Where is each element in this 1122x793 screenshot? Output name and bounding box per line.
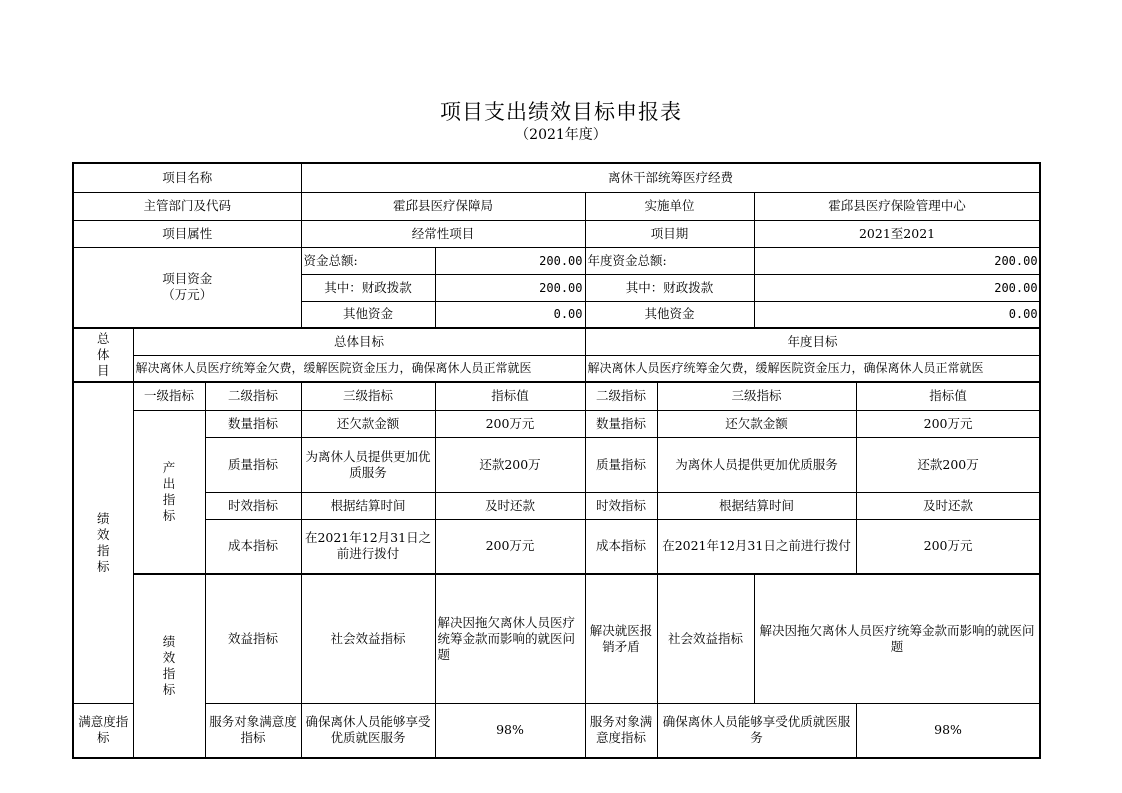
funds-label-line1: 项目资金 xyxy=(162,271,213,287)
table-row xyxy=(73,492,1040,519)
cell-l3-annual: 为离休人员提供更加优质服务 xyxy=(657,437,856,492)
other-funds-value: 0.00 xyxy=(435,301,585,328)
cell-value-annual: 还款200万 xyxy=(856,437,1040,492)
header-level3: 三级指标 xyxy=(301,382,435,410)
total-funds-label: 资金总额: xyxy=(301,247,435,274)
cell-value: 200万元 xyxy=(435,519,585,574)
cell-value: 200万元 xyxy=(435,410,585,437)
impl-unit-value: 霍邱县医疗保险管理中心 xyxy=(754,192,1040,220)
cell-l2-annual: 数量指标 xyxy=(585,410,657,437)
output-indicator-label: 产 出 指 标 xyxy=(133,410,205,574)
attr-value: 经常性项目 xyxy=(301,220,585,247)
satisfaction-value-annual: 98% xyxy=(856,704,1040,758)
total-funds-value: 200.00 xyxy=(435,247,585,274)
performance-target-table xyxy=(72,162,1041,759)
indicator-side-label-b: 绩 效 指 标 xyxy=(133,574,205,758)
dept-label: 主管部门及代码 xyxy=(73,192,301,220)
cell-l3: 为离休人员提供更加优质服务 xyxy=(301,437,435,492)
impl-unit-label: 实施单位 xyxy=(585,192,754,220)
row-project-name xyxy=(73,163,1040,192)
header-level2: 二级指标 xyxy=(205,382,301,410)
header-value-annual: 指标值 xyxy=(856,382,1040,410)
row-attribute xyxy=(73,220,1040,247)
annual-goal-text: 解决离休人员医疗统筹金欠费，缓解医院资金压力，确保离休人员正常就医 xyxy=(585,355,1040,382)
cell-l2: 质量指标 xyxy=(205,437,301,492)
benefit-l2: 社会效益指标 xyxy=(301,574,435,704)
cell-l3-annual: 根据结算时间 xyxy=(657,492,856,519)
fiscal-label: 其中：财政拨款 xyxy=(301,274,435,301)
satisfaction-l1: 满意度指标 xyxy=(73,704,133,758)
cell-value: 还款200万 xyxy=(435,437,585,492)
table-row xyxy=(73,704,1040,758)
annual-total-value: 200.00 xyxy=(754,247,1040,274)
satisfaction-value: 98% xyxy=(435,704,585,758)
cell-l2: 数量指标 xyxy=(205,410,301,437)
satisfaction-l3: 确保离休人员能够享受优质就医服务 xyxy=(301,704,435,758)
table-row xyxy=(73,437,1040,492)
cell-l3: 还欠款金额 xyxy=(301,410,435,437)
satisfaction-l2-annual: 服务对象满意度指标 xyxy=(585,704,657,758)
attr-label: 项目属性 xyxy=(73,220,301,247)
benefit-l1: 效益指标 xyxy=(205,574,301,704)
header-value: 指标值 xyxy=(435,382,585,410)
satisfaction-l2: 服务对象满意度指标 xyxy=(205,704,301,758)
cell-l2: 成本指标 xyxy=(205,519,301,574)
row-department xyxy=(73,192,1040,220)
cell-l3-annual: 还欠款金额 xyxy=(657,410,856,437)
row-funds-total xyxy=(73,247,1040,274)
dept-value: 霍邱县医疗保障局 xyxy=(301,192,585,220)
table-row xyxy=(73,519,1040,574)
period-label: 项目期 xyxy=(585,220,754,247)
header-level3-annual: 三级指标 xyxy=(657,382,856,410)
header-level1: 一级指标 xyxy=(133,382,205,410)
overall-goal-header: 总体目标 xyxy=(133,328,585,355)
row-goals-header xyxy=(73,328,1040,355)
other-funds-label: 其他资金 xyxy=(301,301,435,328)
annual-fiscal-label: 其中：财政拨款 xyxy=(585,274,754,301)
benefit-l2-annual: 社会效益指标 xyxy=(657,574,754,704)
annual-total-label: 年度资金总额: xyxy=(585,247,754,274)
row-goals-text xyxy=(73,355,1040,382)
cell-value-annual: 200万元 xyxy=(856,410,1040,437)
funds-label-line2: （万元） xyxy=(162,287,213,303)
cell-l3: 在2021年12月31日之前进行拨付 xyxy=(301,519,435,574)
cell-value: 及时还款 xyxy=(435,492,585,519)
cell-l3-annual: 在2021年12月31日之前进行拨付 xyxy=(657,519,856,574)
cell-l3: 根据结算时间 xyxy=(301,492,435,519)
annual-fiscal-value: 200.00 xyxy=(754,274,1040,301)
project-name-label: 项目名称 xyxy=(73,163,301,192)
annual-other-value: 0.00 xyxy=(754,301,1040,328)
cell-l2-annual: 时效指标 xyxy=(585,492,657,519)
page-subtitle-year: （2021年度） xyxy=(515,127,607,143)
project-name-value: 离休干部统筹医疗经费 xyxy=(301,163,1040,192)
funds-label xyxy=(73,247,301,328)
annual-other-label: 其他资金 xyxy=(585,301,754,328)
cell-l2: 时效指标 xyxy=(205,492,301,519)
goals-side-label: 总 体 目 xyxy=(73,328,133,382)
benefit-l3: 解决因拖欠离休人员医疗统筹金款而影响的就医问题 xyxy=(435,574,585,704)
row-indicator-header xyxy=(73,382,1040,410)
period-value: 2021至2021 xyxy=(754,220,1040,247)
page-title: 项目支出绩效目标申报表 xyxy=(440,100,682,124)
table-row xyxy=(73,410,1040,437)
benefit-l3-annual: 解决因拖欠离休人员医疗统筹金款而影响的就医问题 xyxy=(754,574,1040,704)
cell-l2-annual: 成本指标 xyxy=(585,519,657,574)
cell-l2-annual: 质量指标 xyxy=(585,437,657,492)
fiscal-value: 200.00 xyxy=(435,274,585,301)
cell-value-annual: 及时还款 xyxy=(856,492,1040,519)
satisfaction-l3-annual: 确保离休人员能够享受优质就医服务 xyxy=(657,704,856,758)
cell-value-annual: 200万元 xyxy=(856,519,1040,574)
table-row xyxy=(73,574,1040,704)
benefit-value: 解决就医报销矛盾 xyxy=(585,574,657,704)
header-level2-annual: 二级指标 xyxy=(585,382,657,410)
annual-goal-header: 年度目标 xyxy=(585,328,1040,355)
overall-goal-text: 解决离休人员医疗统筹金欠费，缓解医院资金压力，确保离休人员正常就医 xyxy=(133,355,585,382)
indicator-side-label: 绩 效 指 标 xyxy=(73,382,133,704)
